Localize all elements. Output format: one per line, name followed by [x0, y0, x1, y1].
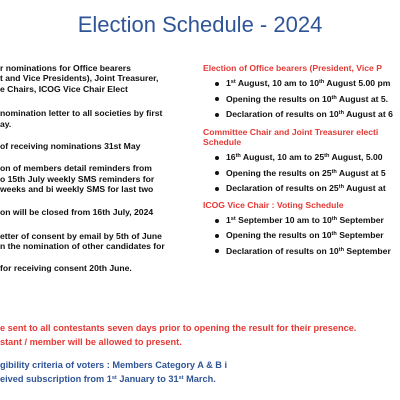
bullet-list [203, 215, 400, 256]
nomination-letter-item [0, 108, 190, 129]
bullet-dot [215, 113, 219, 117]
office-bearers-section [203, 63, 400, 120]
bullet-dot [215, 97, 219, 101]
section-heading: ICOG Vice Chair : Voting Schedule [203, 199, 344, 210]
text-line: ay. [0, 118, 12, 129]
subscription-line: eived subscription from 1st January to 31st March. [0, 374, 216, 384]
text-line: etter of consent by email by 5th of June [0, 231, 162, 242]
bullet-item: Declaration of results on 10th September [203, 246, 400, 256]
nomination-info-item [0, 63, 190, 94]
text-line: nomination letter to all societies by first [0, 108, 163, 119]
text-line: n the nomination of other candidates for [0, 241, 165, 252]
slide-title: Election Schedule - 2024 [77, 12, 323, 37]
text-line: on will be closed from 16th July, 2024 [0, 206, 154, 217]
bullet-item: Declaration of results on 25th August at [203, 183, 400, 193]
committee-chair-section [203, 127, 400, 194]
consent-letter-item [0, 231, 190, 252]
bullet-dot [215, 234, 219, 238]
bullet-dot [215, 82, 219, 86]
text-line: t and Vice Presidents), Joint Treasurer, [0, 73, 159, 84]
schedule-column [203, 63, 400, 256]
text-line: of receiving nominations 31st May [0, 141, 141, 152]
bullet-item: 16th August, 10 am to 25th August, 5.00 [203, 152, 400, 162]
bullet-dot [215, 249, 219, 253]
bullet-dot [215, 171, 219, 175]
bullet-dot [215, 156, 219, 160]
notice-line: stant / member will be allowed to present. [0, 337, 182, 347]
bullet-dot [215, 219, 219, 223]
text-line: weeks and bi weekly SMS for last two [0, 184, 154, 195]
bullet-list [203, 152, 400, 193]
text-line: on of members detail reminders from [0, 163, 152, 174]
closing-date-item [0, 207, 190, 217]
bullet-item: Opening the results on 10th August at 5. [203, 94, 400, 104]
nomination-column [0, 63, 190, 273]
section-heading: Election of Office bearers (President, Vice P [203, 63, 382, 73]
text-line: e Chairs, ICOG Vice Chair Elect [0, 83, 128, 94]
bullet-item: 1st August, 10 am to 10th August 5.00 pm [203, 78, 400, 88]
text-line: o 15th July weekly SMS reminders for [0, 173, 155, 184]
reminders-item [0, 163, 190, 194]
bullet-item: Opening the results on 10th September [203, 230, 400, 240]
nomination-deadline-item [0, 141, 190, 151]
eligibility-line: gibility criteria of voters : Members Category A & B i [0, 360, 228, 370]
section-heading: Committee Chair and Joint Treasurer electi [203, 126, 379, 137]
notice-line: e sent to all contestants seven days prior to opening the result for their presence. [0, 323, 357, 333]
bullet-item: Opening the results on 25th August at 5 [203, 168, 400, 178]
consent-deadline-item [0, 263, 190, 273]
bullet-list [203, 78, 400, 119]
bullet-dot [215, 187, 219, 191]
icog-vice-chair-section [203, 200, 400, 257]
text-line: for receiving consent 20th June. [0, 262, 132, 273]
bullet-item: Declaration of results on 10th August at 6 [203, 109, 400, 119]
text-line: r nominations for Office bearers [0, 63, 131, 73]
section-heading-continued: Schedule [203, 137, 242, 148]
bullet-item: 1st September 10 am to 10th September [203, 215, 400, 225]
